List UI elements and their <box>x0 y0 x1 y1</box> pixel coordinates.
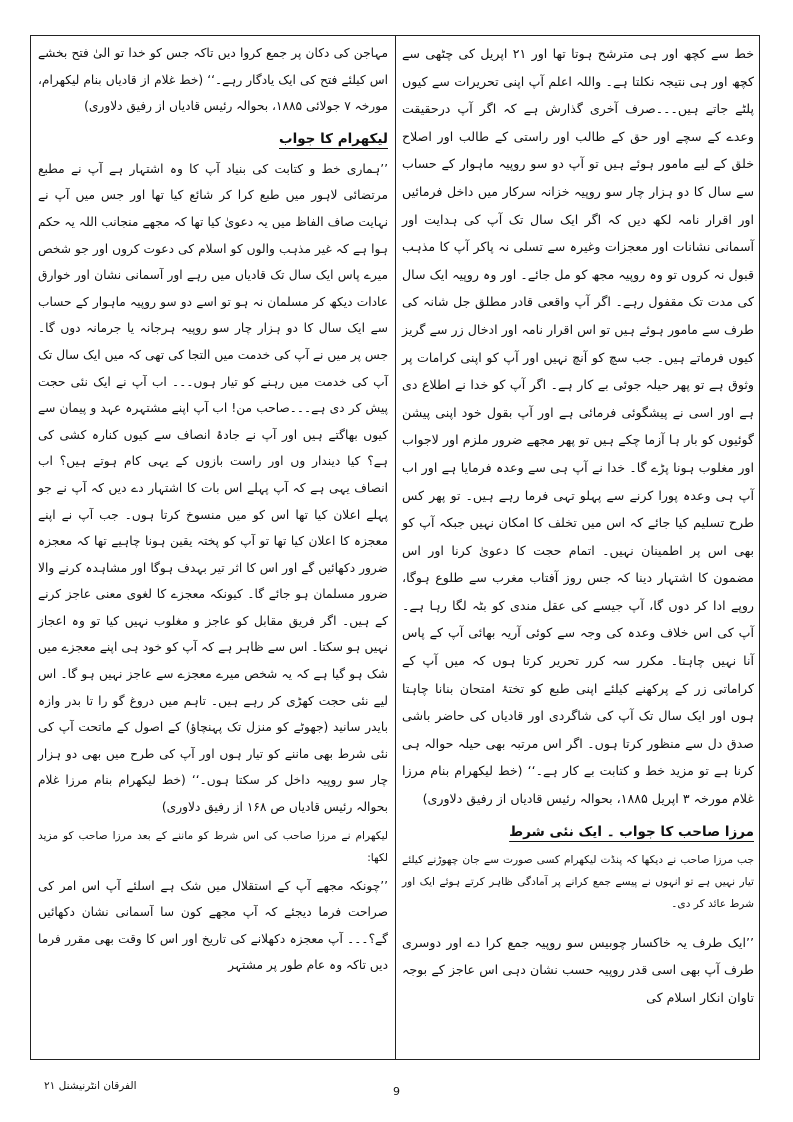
page-number: 9 <box>393 1085 400 1098</box>
left-paragraph-3: لیکھرام نے مرزا صاحب کی اس شرط کو ماننے کے بعد مرزا صاحب کو مزید لکھا: <box>38 829 388 864</box>
right-paragraph-3: ’’ایک طرف یہ خاکسار چوبیس سو روپیہ جمع کرا دے اور دوسری طرف آپ بھی اسی قدر روپیہ حسب نشان دہی اس عاجز کے بوجہ تاوان انکار اسلام کی <box>402 934 754 1005</box>
section-heading-lekhram-reply: لیکھرام کا جواب <box>279 130 388 147</box>
left-paragraph-2: ’’ہماری خط و کتابت کی بنیاد آپ کا وہ اشتہار ہے آپ نے مطبع مرتضائی لاہور میں طبع کرا کر شائع کیا تھا اور جس میں آپ نے نہایت صاف الفاظ میں یہ دعویٰ کیا تھا کہ مجھے منجانب اللہ یہ حکم ہوا ہے کہ غیر مذہب والوں کو اسلام کی دعوت کروں اور جو شخص میرے پاس ایک سال تک قادیاں میں رہے اور آسمانی نشان اور خوارق عادات دیکھ کر مسلمان نہ ہو تو اسے دو سو روپیہ ماہوار کے حساب سے ایک سال کا دو ہزار چار سو روپیہ ہرجانہ یا جرمانہ دوں گا۔ جس پر میں نے آپ کی خدمت میں التجا کی تھی کہ میں ایک سال تک آپ کی خدمت میں رہنے کو تیار ہوں۔۔۔ اب آپ نے ایک نئی حجت پیش کر دی ہے۔۔۔صاحب من! اب آپ اپنے مشتہرہ عہد و پیمان سے کیوں بھاگتے ہیں اور آپ نے جادۂ انصاف سے کیوں کنارہ کشی کی ہے؟ کیا دیندار وں اور راست بازوں کے یہی کام ہوتے ہیں؟ اب انصاف یہی ہے کہ آپ پہلے اس بات کا اشتہار دے دیں کہ آپ نے جو پہلے اعلان کیا تھا اس کو میں منسوخ کرتا ہوں۔ جب آپ نے اپنے معجزہ کا اعلان کیا تھا تو آپ کو پختہ یقین ہونا چاہیے تھا کہ معجزہ ضرور دکھائیں گے اور اس کا اثر تیر بہدف ہوگا اور مشاہدہ کرنے والا ضرور مسلمان ہو جائے گا۔ کیونکہ معجزے کا لغوی معنی عاجز کرنے کے ہیں۔ اگر فریق مقابل کو عاجز و مغلوب نہیں کیا تو وہ اعجاز نہیں ہو سکتا۔ اس سے ظاہر ہے کہ آپ کو خود ہی اپنے معجزے میں شک ہو گیا ہے کہ یہ شخص میرے معجزے سے عاجز نہیں ہو گا۔ اس لیے نئی حجت کھڑی کر رہے ہیں۔ تاہم میں دروغ گو را تا بدر وازہ بایدر سانید (جھوٹے کو منزل تک پہنچاؤ) کے اصول کے ماتحت آپ کی نئی شرط بھی ماننے کو تیار ہوں اور آپ کی طرح میں بھی دو ہزار چار سو روپیہ داخل کر سکتا ہوں۔‘‘ (خط لیکھرام بنام مرزا غلام بحوالہ رئیس قادیاں ص ۱۶۸ از رفیق دلاوری) <box>38 161 388 815</box>
publication-title: الفرقان انٹرنیشنل ۲۱ <box>44 1080 137 1092</box>
column-divider <box>395 35 396 1060</box>
left-paragraph-1: مہاجن کی دکان پر جمع کروا دیں تاکہ جس کو خدا تو الیٰ فتح بخشے اس کیلئے فتح کی ایک یادگار رہے۔‘‘ (خط غلام از قادیاں بنام لیکھرام، مورخہ ۷ جولائی ۱۸۸۵، بحوالہ رئیس قادیاں از رفیق دلاوری) <box>38 46 388 114</box>
left-column <box>38 40 388 983</box>
right-paragraph-1: خط سے کچھ اور ہی مترشح ہوتا تھا اور ۲۱ اپریل کی چٹھی سے کچھ اور ہی نتیجہ نکلتا ہے۔ واللہ اعلم آپ اپنی تحریرات سے کیوں پلٹے جاتے ہیں۔۔۔صرف آخری گذارش ہے کہ اگر آپ درحقیقت وعدے کے سچے اور حق کے طالب اور راستی کے طالب اور اصلاح خلق کے لیے مامور ہوئے ہیں تو آپ دو سو روپیہ ماہوار کے حساب سے سال کا دو ہزار چار سو روپیہ خزانہ سرکار میں داخل فرمائیں اور اقرار نامہ لکھ دیں کہ اگر ایک سال تک آپ کی ہدایت اور آسمانی نشانات اور معجزات وغیرہ سے تسلی نہ پاکر آپ کا مذہب قبول نہ کروں تو وہ روپیہ مجھ کو مل جائے۔ اور وہ روپیہ ایک سال کی مدت تک مقفول رہے۔ اگر آپ واقعی قادر مطلق جل شانہ کی طرف سے مامور ہوئے ہیں تو اس اقرار نامہ اور ادخال زر سے گریز کیوں فرماتے ہیں۔ جب سچ کو آنچ نہیں اور آپ کو اپنی کرامات پر وثوق ہے تو پھر حیلہ جوئی بے کار ہے۔ اگر آپ کو خدا نے اطلاع دی ہے اور اسی نے پیشگوئی فرمائی ہے اور آپ بقول خود اپنی پیشن گوئیوں کو بار ہا آزما چکے ہیں تو پھر مجھے ضرور ملزم اور لاجواب اور مغلوب ہونا پڑے گا۔ خدا نے آپ ہی سے وعدہ فرمایا ہے اور اب آپ ہی وعدہ پورا کرنے سے پہلو تہی فرما رہے ہیں۔ تو پھر کس طرح تسلیم کیا جائے کہ اس میں تخلف کا امکان نہیں جبکہ آپ کو بھی اس پر اطمینان نہیں۔ اتمام حجت کا دعویٰ کرنا اور اس مضمون کا اشتہار دینا کہ جس روز آفتاب مغرب سے طلوع ہوگا، روپے ادا کر دوں گا، آپ جیسے کی عقل مندی کو بٹہ لگا رہا ہے۔ آپ کی اس خلاف وعدہ کی وجہ سے کوئی آریہ بھائی آپ کے پاس آنا نہیں چاہتا۔ مکرر سہ کرر تحریر کرتا ہوں کہ میں آپ کے کراماتی زر کے پرکھنے کیلئے اپنی طبع کو تختۂ امتحان بنانا چاہتا ہوں اور ایک سال تک آپ کی شاگردی اور قادیاں کی حاضر باشی صدق دل سے منظور کرتا ہوں۔ اگر اس مرتبہ بھی حیلہ حوالہ ہی کرنا ہے تو مزید خط و کتابت بے کار ہے۔‘‘ (خط لیکھرام بنام مرزا غلام مورخہ ۳ اپریل ۱۸۸۵، بحوالہ رئیس قادیاں از رفیق دلاوری) <box>402 46 754 807</box>
section-heading-mirza-reply: مرزا صاحب کا جواب ۔ ایک نئی شرط <box>509 823 754 840</box>
right-column <box>402 40 754 1015</box>
right-paragraph-2: جب مرزا صاحب نے دیکھا کہ پنڈت لیکھرام کسی صورت سے جان چھوڑنے کیلئے تیار نہیں ہے تو انہوں نے پیسے جمع کرانے پر آمادگی ظاہر کرتے ہوئے ایک اور شرط عائد کر دی۔ <box>402 853 754 910</box>
left-paragraph-4: ’’چونکہ مجھے آپ کے استقلال میں شک ہے اسلئے آپ اس امر کی صراحت فرما دیجئے کہ آپ مجھے کون سا آسمانی نشان دکھائیں گے؟۔۔۔ آپ معجزہ دکھلانے کی تاریخ اور اس کا وقت بھی مقرر فرما دیں تاکہ وہ عام طور پر مشتہر <box>38 878 388 973</box>
